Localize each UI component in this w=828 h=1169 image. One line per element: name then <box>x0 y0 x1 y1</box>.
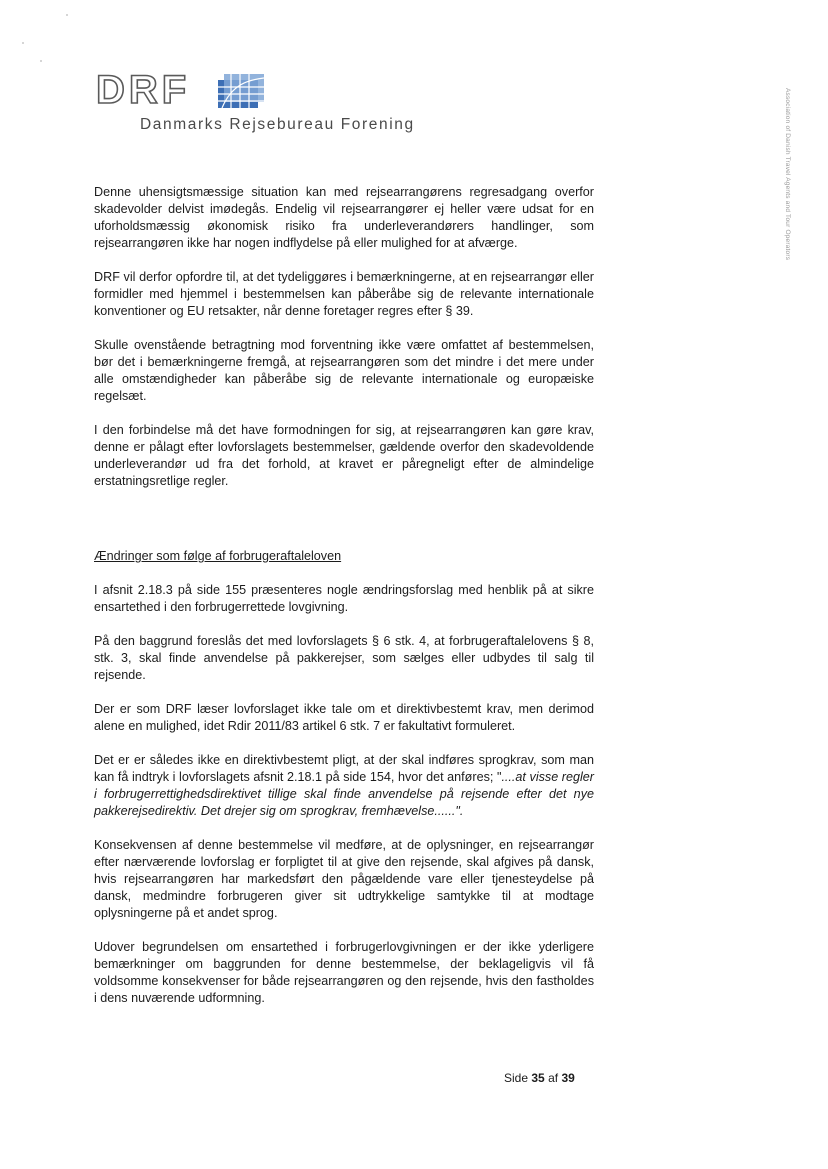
body-text-bottom <box>94 582 594 1007</box>
paragraph-3: Skulle ovenstående betragtning mod forventning ikke være omfattet af bestemmelsen, bør det i bemærkningerne fremgå, at rejsearrangøren som det mindre i det mere under alle omstændigheder kan påberåbe sig de relevante internationale og europæiske regelsæt. <box>94 338 594 403</box>
organization-name: Danmarks Rejsebureau Forening <box>140 116 415 133</box>
quote-lead: Det er er således ikke en direktivbestemt pligt, at der skal indføres sprogkrav, som man kan få indtryk i lovforslagets afsnit 2.18.1 på side 154, hvor det anføres; " <box>94 753 594 784</box>
page-prefix: Side <box>504 1071 529 1085</box>
side-note: Association of Danish Travel Agents and Tour Operators <box>784 88 791 261</box>
scan-speck <box>22 42 24 44</box>
section-paragraph-4: Konsekvensen af denne bestemmelse vil medføre, at de oplysninger, en rejsearrangør efter nærværende lovforslag er forpligtet til at give den rejsende, skal afgives på dansk, hvis rejsearrangøren har markedsført den pågældende vare eller tjenesteydelse på dansk, medmindre forbrugeren giver sit udtrykkelige samtykke til at modtage oplysningerne på et andet sprog. <box>94 838 594 920</box>
section-paragraph-2: På den baggrund foreslås det med lovforslagets § 6 stk. 4, at forbrugeraftalelovens § 8, stk. 3, skal finde anvendelse på pakkerejser, som sælges eller udbydes til salg til rejsende. <box>94 634 594 682</box>
page-current: 35 <box>531 1071 545 1085</box>
paragraph-2: DRF vil derfor opfordre til, at det tydeliggøres i bemærkningerne, at en rejsearrangør eller formidler med hjemmel i bestemmelsen kan påberåbe sig de relevante internationale konventioner og EU retsakter, når denne foretager regres efter § 39. <box>94 270 594 318</box>
quote-paragraph <box>94 752 594 820</box>
page-number <box>504 1071 575 1085</box>
section-paragraph-3: Der er som DRF læser lovforslaget ikke tale om et direktivbestemt krav, men derimod alene en mulighed, idet Rdir 2011/83 artikel 6 stk. 7 er fakultativt formuleret. <box>94 702 594 733</box>
globe-grid-icon <box>218 74 264 108</box>
paragraph-1: Denne uhensigtsmæssige situation kan med rejsearrangørens regresadgang overfor skadevolder delvist imødegås. Endelig vil rejsearrangører ej heller være udsat for en uforholdsmæssig økonomisk risiko fra underleverandørers handlinger, som rejsearrangøren ikke har nogen indflydelse på eller mulighed for at afværge. <box>94 185 594 250</box>
page-total: 39 <box>561 1071 575 1085</box>
section-paragraph-5: Udover begrundelsen om ensartethed i forbrugerlovgivningen er der ikke yderligere bemærkninger om baggrunden for denne bestemmelse, der beklageligvis vil få voldsomme konsekvenser for både rejsearrangøren og den rejsende, hvis den fastholdes i dens nuværende udformning. <box>94 940 594 1005</box>
quote-italic: ....at visse regler i forbrugerrettighedsdirektivet tillige skal finde anvendelse på rejsende efter det nye pakkerejsedirektiv. Det drejer sig om sprogkrav, fremhævelse...... <box>94 770 594 818</box>
section-paragraph-1: I afsnit 2.18.3 på side 155 præsenteres nogle ændringsforslag med henblik på at sikre ensartethed i den forbrugerrettede lovgivning. <box>94 583 594 614</box>
page-sep: af <box>548 1071 559 1085</box>
quote-close: ". <box>455 804 464 818</box>
drf-logo <box>96 70 456 140</box>
paragraph-4: I den forbindelse må det have formodningen for sig, at rejsearrangøren kan gøre krav, denne er pålagt efter lovforslagets bestemmelser, gældende overfor den skadevoldende underleverandør ud fra det forhold, at kravet er påregneligt efter de almindelige erstatningsretlige regler. <box>94 423 594 488</box>
scan-speck <box>66 14 68 16</box>
body-text-top <box>94 184 594 490</box>
section-heading: Ændringer som følge af forbrugeraftaleloven <box>94 549 342 563</box>
scan-speck <box>40 60 42 62</box>
logo-text: DRF <box>96 68 191 112</box>
